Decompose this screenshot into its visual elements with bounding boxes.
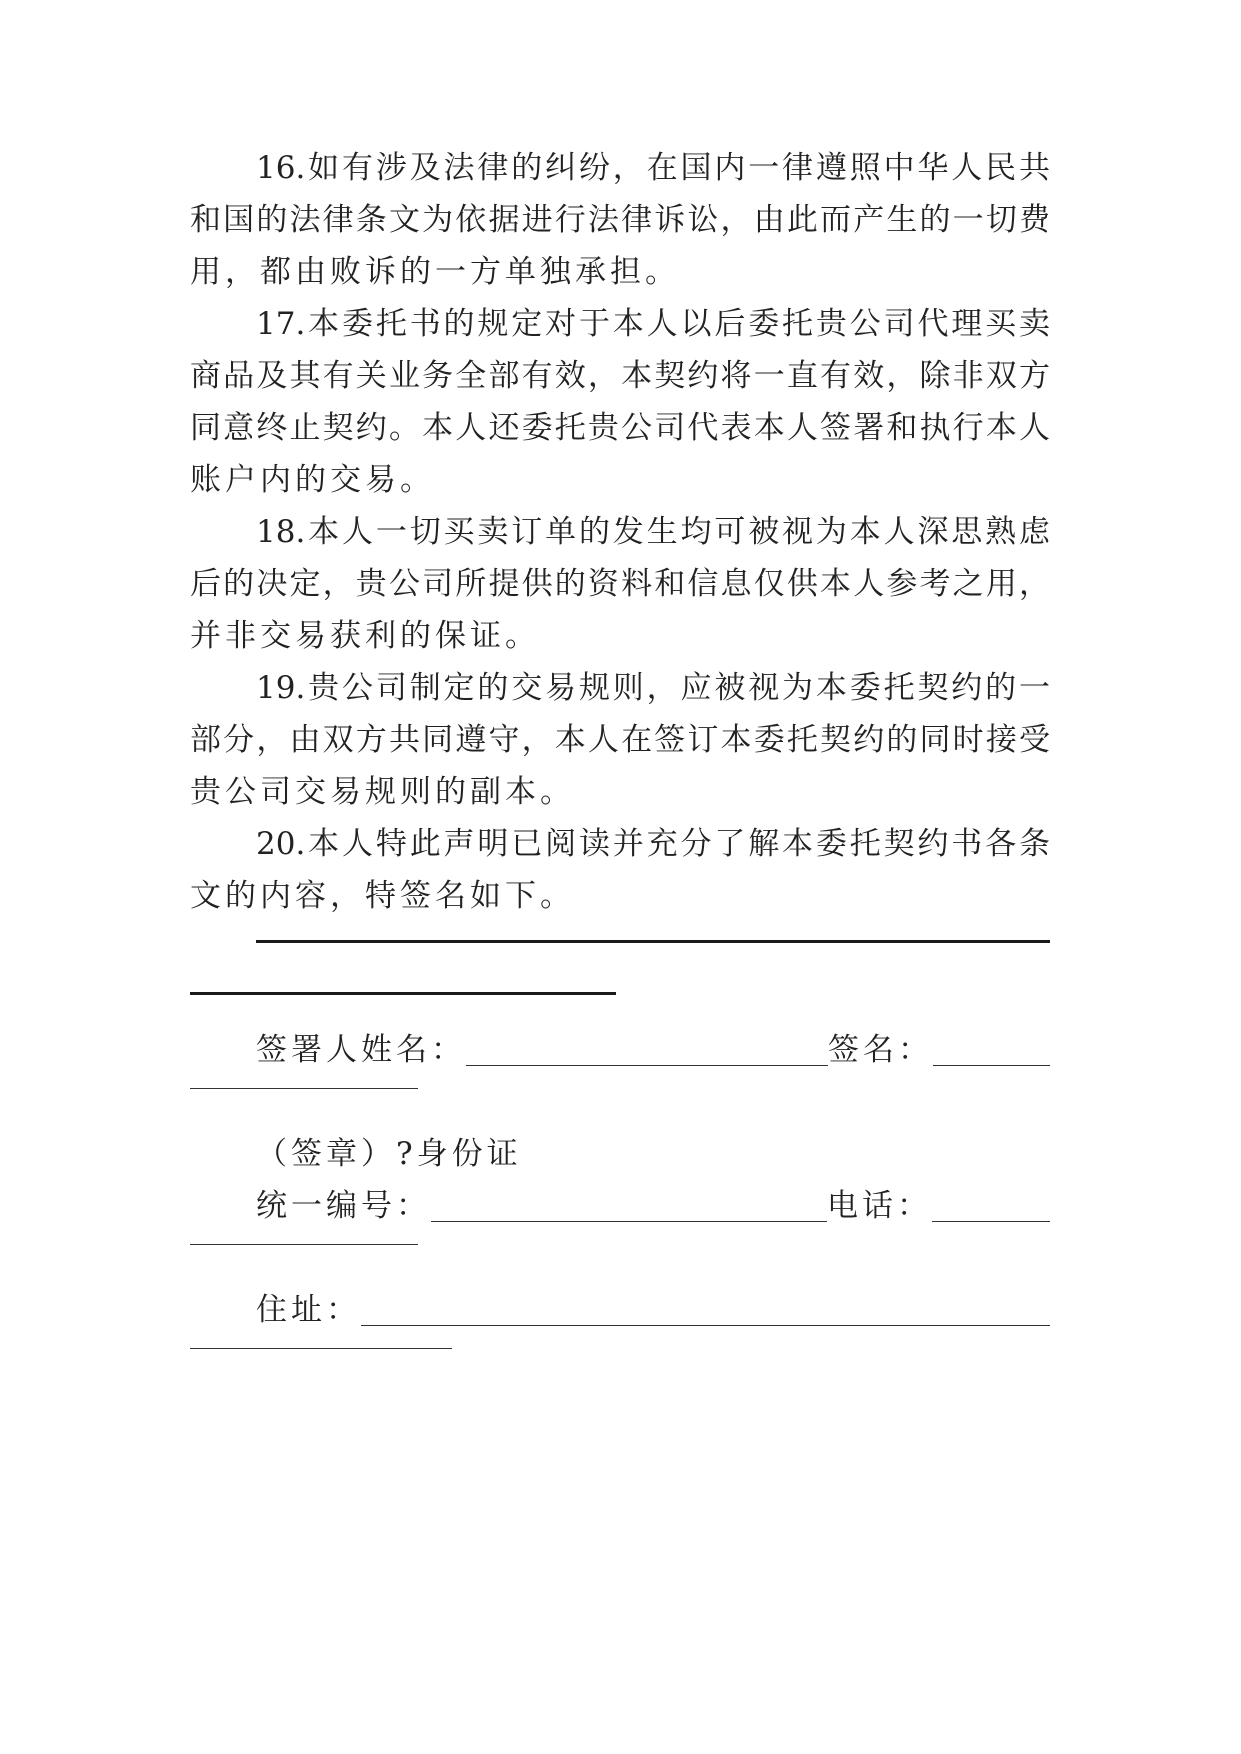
signer-name-label: 签署人姓名：	[256, 1032, 466, 1068]
address-label: 住址：	[256, 1292, 361, 1328]
address-field[interactable]	[361, 1295, 1050, 1326]
clause-20-line-2: 文的内容，特签名如下。	[190, 878, 575, 914]
signer-row	[256, 1030, 1050, 1070]
clause-16-line-3: 用，都由败诉的一方单独承担。	[190, 254, 680, 290]
clause-17-line-2: 商品及其有关业务全部有效，本契约将一直有效，除非双方	[190, 358, 1050, 394]
clause-17-line-4: 账户内的交易。	[190, 462, 435, 498]
clause-17-line-1: 17.本委托书的规定对于本人以后委托贵公司代理买卖	[256, 306, 1050, 342]
id-number-field[interactable]	[431, 1191, 827, 1222]
signer-name-field[interactable]	[466, 1035, 828, 1066]
clause-19-line-3: 贵公司交易规则的副本。	[190, 774, 575, 810]
signature-field[interactable]	[933, 1035, 1050, 1066]
phone-field[interactable]	[932, 1191, 1050, 1222]
clause-20-line-1: 20.本人特此声明已阅读并充分了解本委托契约书各条	[256, 826, 1050, 862]
id-row	[256, 1186, 1050, 1226]
phone-label: 电话：	[827, 1188, 932, 1224]
signature-rule-2	[190, 992, 616, 995]
clause-18-line-3: 并非交易获利的保证。	[190, 618, 540, 654]
seal-id-label: （签章）?身份证	[256, 1136, 522, 1172]
address-field-continued[interactable]	[190, 1347, 452, 1349]
clause-19-line-2: 部分，由双方共同遵守，本人在签订本委托契约的同时接受	[190, 722, 1050, 758]
clause-18-line-2: 后的决定，贵公司所提供的资料和信息仅供本人参考之用，	[190, 566, 1050, 602]
clause-16-line-1: 16.如有涉及法律的纠纷，在国内一律遵照中华人民共	[256, 150, 1050, 186]
signature-rule-1	[256, 940, 1050, 943]
clause-16-line-2: 和国的法律条文为依据进行法律诉讼，由此而产生的一切费	[190, 202, 1050, 238]
clause-19-line-1: 19.贵公司制定的交易规则，应被视为本委托契约的一	[256, 670, 1050, 706]
signature-field-continued[interactable]	[190, 1087, 418, 1089]
id-number-label: 统一编号：	[256, 1188, 431, 1224]
clause-18-line-1: 18.本人一切买卖订单的发生均可被视为本人深思熟虑	[256, 514, 1050, 550]
clause-17-line-3: 同意终止契约。本人还委托贵公司代表本人签署和执行本人	[190, 410, 1050, 446]
address-row	[256, 1290, 1050, 1330]
signature-label: 签名：	[828, 1032, 933, 1068]
phone-field-continued[interactable]	[190, 1243, 418, 1245]
